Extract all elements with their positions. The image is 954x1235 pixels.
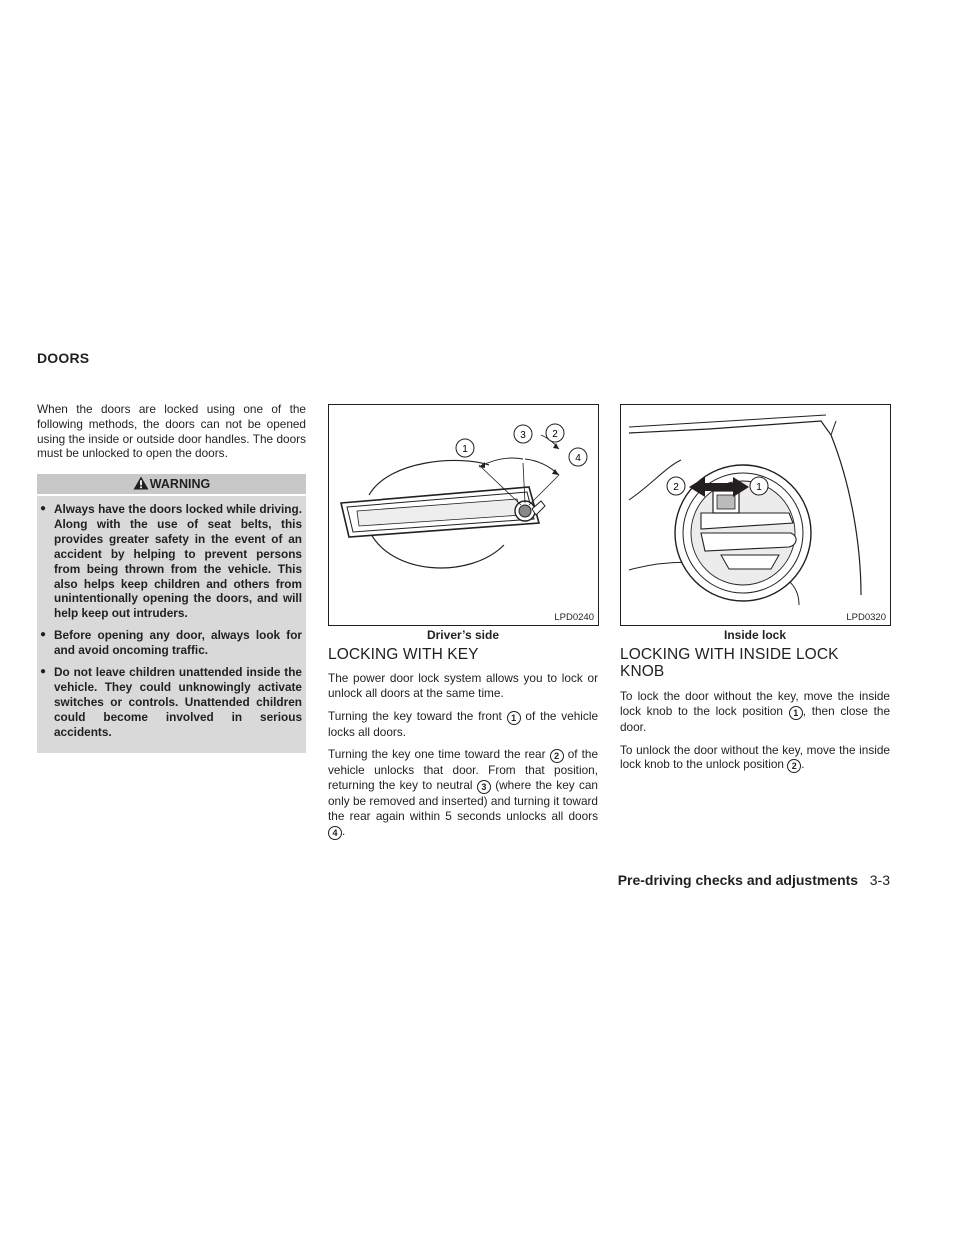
figure-drivers-side	[328, 404, 599, 626]
ref-number-icon: 2	[550, 749, 564, 763]
bullet-icon: ●	[40, 666, 47, 678]
knob-paragraph-2: To unlock the door without the key, move the inside lock knob to the unlock position 2 .	[620, 742, 890, 772]
footer-section-name: Pre-driving checks and adjustments	[617, 872, 859, 888]
ref-number-icon: 1	[507, 711, 521, 725]
knob-section-body	[620, 689, 890, 781]
callout-4	[569, 448, 587, 466]
page-footer	[618, 872, 890, 888]
figure-caption: Driver’s side	[426, 628, 500, 642]
page-number: 3-3	[869, 872, 890, 888]
svg-text:3: 3	[520, 430, 526, 441]
warning-list	[37, 496, 306, 740]
callout-1	[456, 439, 474, 457]
door-handle-illustration	[329, 405, 598, 625]
intro-column	[37, 402, 306, 469]
svg-text:2: 2	[673, 482, 679, 493]
subsection-title-knob: LOCKING WITH INSIDE LOCK KNOB	[620, 646, 839, 680]
key-paragraph-1: The power door lock system allows you to lock or unlock all doors at the same time.	[328, 671, 598, 700]
key-paragraph-2: Turning the key toward the front 1 of the vehicle locks all doors.	[328, 708, 599, 739]
svg-text:4: 4	[575, 453, 581, 464]
warning-triangle-icon	[133, 476, 149, 490]
svg-text:1: 1	[462, 444, 468, 455]
svg-text:1: 1	[756, 482, 762, 493]
callout-1	[750, 477, 768, 495]
callout-2	[667, 477, 685, 495]
figure-code: LPD0320	[846, 612, 886, 623]
warning-item: ● Always have the doors locked while driving. Along with the use of seat belts, this provides greater safety in the event of an accident by helping to prevent persons from being thrown from the vehicle. This also helps keep children and others from unintentionally opening the doors, and will help keep out intruders.	[40, 502, 302, 621]
ref-number-icon: 2	[787, 759, 801, 773]
inside-lock-illustration	[621, 405, 890, 625]
figure-inside-lock	[620, 404, 891, 626]
bullet-icon: ●	[40, 503, 47, 514]
section-title: DOORS	[37, 350, 90, 366]
figure-caption: Inside lock	[723, 628, 787, 642]
key-paragraph-3: Turning the key one time toward the rear 2 of the vehicle unlocks that door. From that position, returning the key to neutral 3 (where the key can only be removed and inserted) and turning it toward the rear again within 5 seconds unlocks all doors 4 .	[328, 747, 599, 838]
warning-header	[37, 474, 306, 496]
subsection-title-key: LOCKING WITH KEY	[328, 646, 479, 663]
ref-number-icon: 3	[477, 780, 491, 794]
key-section-body	[328, 671, 598, 848]
bullet-icon: ●	[40, 629, 47, 641]
warning-item: ● Do not leave children unattended inside the vehicle. They could unknowingly activate switches or controls. Unattended children could become involved in serious accidents.	[40, 665, 302, 739]
callout-2	[546, 424, 564, 442]
callout-3	[514, 425, 532, 443]
warning-item: ● Before opening any door, always look for and avoid oncoming traffic.	[40, 628, 302, 658]
ref-number-icon: 4	[328, 826, 342, 840]
figure-code: LPD0240	[554, 612, 594, 623]
warning-box	[37, 474, 306, 753]
intro-paragraph: When the doors are locked using one of the following methods, the doors can not be opened using the inside or outside door handles. The doors must be unlocked to open the doors.	[37, 402, 306, 461]
warning-heading: WARNING	[149, 477, 211, 491]
svg-text:2: 2	[552, 429, 558, 440]
knob-paragraph-1: To lock the door without the key, move the inside lock knob to the lock position 1 , then close the door.	[620, 689, 891, 734]
ref-number-icon: 1	[789, 706, 803, 720]
